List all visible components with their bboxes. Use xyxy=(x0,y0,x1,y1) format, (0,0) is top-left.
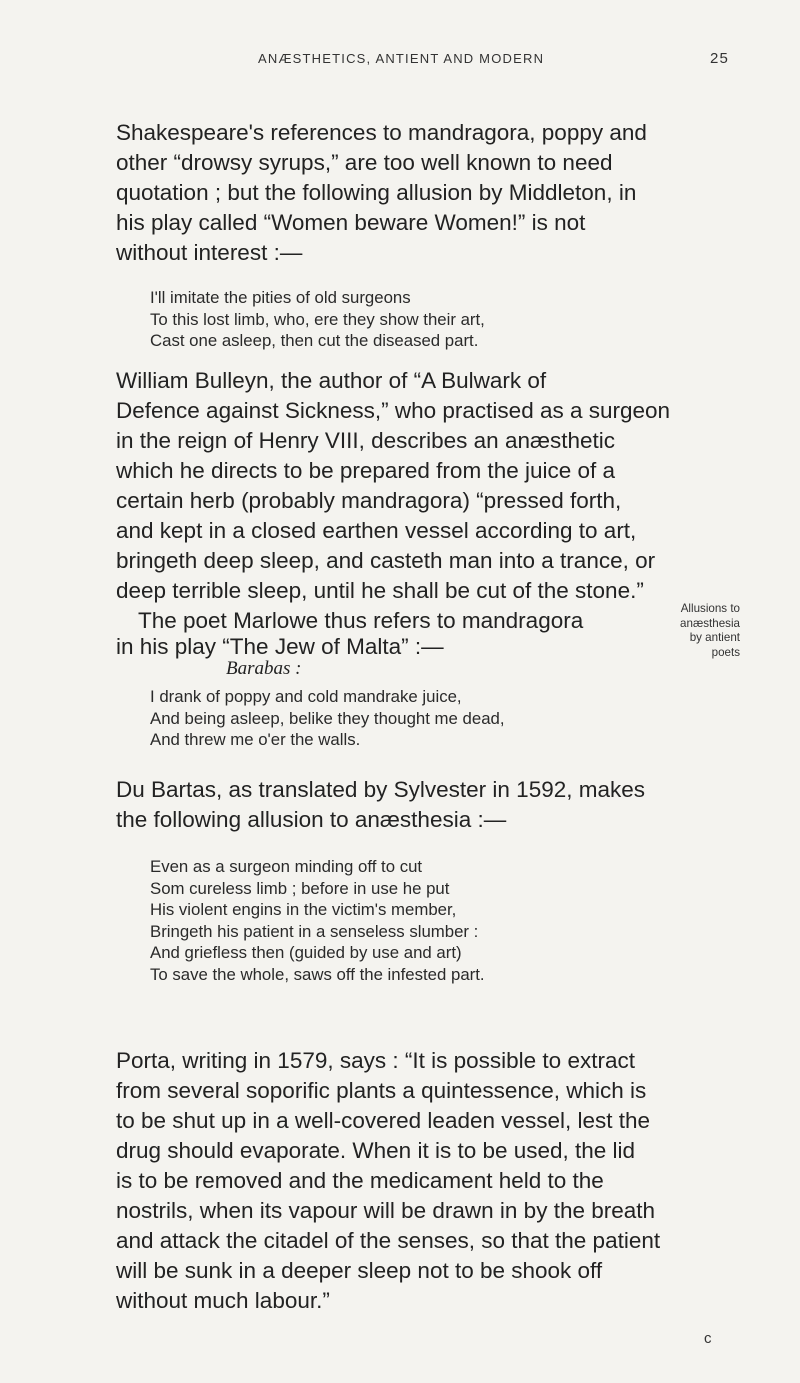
quote-middleton xyxy=(150,287,730,352)
verse-line: His violent engins in the victim's member, xyxy=(150,900,457,919)
speaker-name: Barabas : xyxy=(226,658,302,679)
verse-line: To this lost limb, who, ere they show their art, xyxy=(150,309,485,329)
paragraph-bulleyn xyxy=(116,366,728,606)
text-line: drug should evaporate. When it is to be used, the lid xyxy=(116,1138,636,1163)
margin-note-line: Allusions to xyxy=(680,602,740,615)
text-line: William Bulleyn, the author of “A Bulwark of xyxy=(116,368,547,393)
text-line: Defence against Sickness,” who practised as a surgeon xyxy=(116,398,671,423)
text-line: his play called “Women beware Women!” is not xyxy=(116,210,586,235)
paragraph-marlowe-cont xyxy=(116,632,636,662)
text-line: which he directs to be prepared from the juice of a xyxy=(116,458,616,483)
margin-note-line: by antient xyxy=(689,631,740,644)
text-line: nostrils, when its vapour will be drawn in by the breath xyxy=(116,1198,656,1223)
text-line: quotation ; but the following allusion by Middleton, in xyxy=(116,180,637,205)
text-line: will be sunk in a deeper sleep not to be shook off xyxy=(116,1258,603,1283)
text-line: deep terrible sleep, until he shall be cut of the stone.” xyxy=(116,578,644,603)
text-line: the following allusion to anæsthesia :— xyxy=(116,807,507,832)
text-line: from several soporific plants a quintessence, which is xyxy=(116,1078,647,1103)
margin-note-line: poets xyxy=(711,645,740,659)
verse-line: And threw me o'er the walls. xyxy=(150,730,361,749)
text-line: to be shut up in a well-covered leaden vessel, lest the xyxy=(116,1108,651,1133)
verse-line: Cast one asleep, then cut the diseased part. xyxy=(150,331,479,350)
margin-note-line: anæsthesia xyxy=(680,616,740,630)
text-line: is to be removed and the medicament held to the xyxy=(116,1168,604,1193)
text-line: without much labour.” xyxy=(116,1288,330,1313)
text-line: Shakespeare's references to mandragora, poppy and xyxy=(116,120,647,145)
text-line: without interest :— xyxy=(116,240,303,265)
text-line: bringeth deep sleep, and casteth man into a trance, or xyxy=(116,548,656,573)
page-number: 25 xyxy=(710,50,730,67)
text-line: Du Bartas, as translated by Sylvester in 1592, makes xyxy=(116,777,646,802)
text-line: and kept in a closed earthen vessel according to art, xyxy=(116,518,637,543)
verse-line: I drank of poppy and cold mandrake juice, xyxy=(150,687,462,706)
quote-marlowe xyxy=(150,686,730,751)
text-line: Porta, writing in 1579, says : “It is possible to extract xyxy=(116,1048,635,1073)
paragraph-du-bartas xyxy=(116,775,728,835)
signature-mark: c xyxy=(704,1330,712,1347)
verse-line: And griefless then (guided by use and art) xyxy=(150,943,462,962)
verse-line: Bringeth his patient in a senseless slumber : xyxy=(150,921,479,941)
verse-line: Even as a surgeon minding off to cut xyxy=(150,857,423,876)
verse-line: I'll imitate the pities of old surgeons xyxy=(150,288,411,307)
text-line: and attack the citadel of the senses, so that the patient xyxy=(116,1228,661,1253)
paragraph-shakespeare xyxy=(116,118,728,268)
text-line: other “drowsy syrups,” are too well known to need xyxy=(116,150,613,175)
text-line: The poet Marlowe thus refers to mandragora xyxy=(138,608,584,633)
running-title: ANÆSTHETICS, ANTIENT AND MODERN xyxy=(258,51,545,66)
verse-line: To save the whole, saws off the infested part. xyxy=(150,964,485,984)
verse-line: Som cureless limb ; before in use he put xyxy=(150,878,450,898)
verse-line: And being asleep, belike they thought me dead, xyxy=(150,708,505,728)
paragraph-porta xyxy=(116,1046,728,1316)
text-line: certain herb (probably mandragora) “pressed forth, xyxy=(116,488,622,513)
margin-note xyxy=(650,602,740,660)
text-line: in the reign of Henry VIII, describes an anæsthetic xyxy=(116,428,616,453)
quote-du-bartas xyxy=(150,856,730,985)
text-line: in his play “The Jew of Malta” :— xyxy=(116,634,444,659)
